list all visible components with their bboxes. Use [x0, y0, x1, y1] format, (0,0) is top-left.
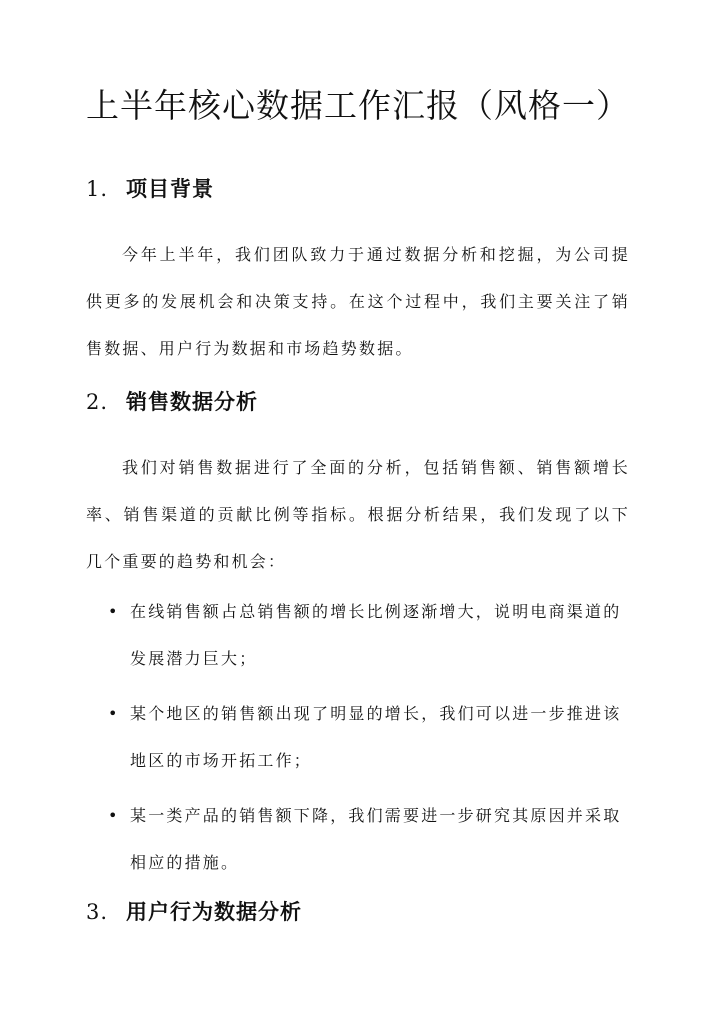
bullet-dot-icon: • [108, 704, 120, 723]
bullet-dot-icon: • [108, 806, 120, 825]
list-item [106, 690, 626, 784]
section-title: 销售数据分析 [126, 389, 258, 414]
list-item [106, 588, 626, 682]
section-paragraph-sales-analysis: 我们对销售数据进行了全面的分析，包括销售额、销售额增长率、销售渠道的贡献比例等指标。根据分析结果，我们发现了以下几个重要的趋势和机会： [86, 458, 630, 571]
document-title: 上半年核心数据工作汇报（风格一） [86, 86, 630, 125]
list-item-text: 在线销售额占总销售额的增长比例逐渐增大，说明电商渠道的发展潜力巨大； [130, 602, 622, 668]
section-paragraph-project-background: 今年上半年，我们团队致力于通过数据分析和挖掘，为公司提供更多的发展机会和决策支持。在这个过程中，我们主要关注了销售数据、用户行为数据和市场趋势数据。 [86, 245, 630, 358]
section-heading-sales-analysis [86, 387, 258, 417]
section-title: 用户行为数据分析 [126, 899, 302, 924]
section-heading-user-behavior-analysis [86, 897, 302, 927]
section-number: 3. [86, 900, 109, 924]
list-item [106, 792, 626, 886]
bullet-dot-icon: • [108, 602, 120, 621]
section-number: 1. [86, 177, 109, 201]
section-heading-project-background [86, 174, 214, 204]
section-number: 2. [86, 390, 109, 414]
section-title: 项目背景 [126, 176, 214, 201]
sales-findings-list [106, 588, 626, 894]
list-item-text: 某个地区的销售额出现了明显的增长，我们可以进一步推进该地区的市场开拓工作； [130, 704, 622, 770]
list-item-text: 某一类产品的销售额下降，我们需要进一步研究其原因并采取相应的措施。 [130, 806, 622, 872]
